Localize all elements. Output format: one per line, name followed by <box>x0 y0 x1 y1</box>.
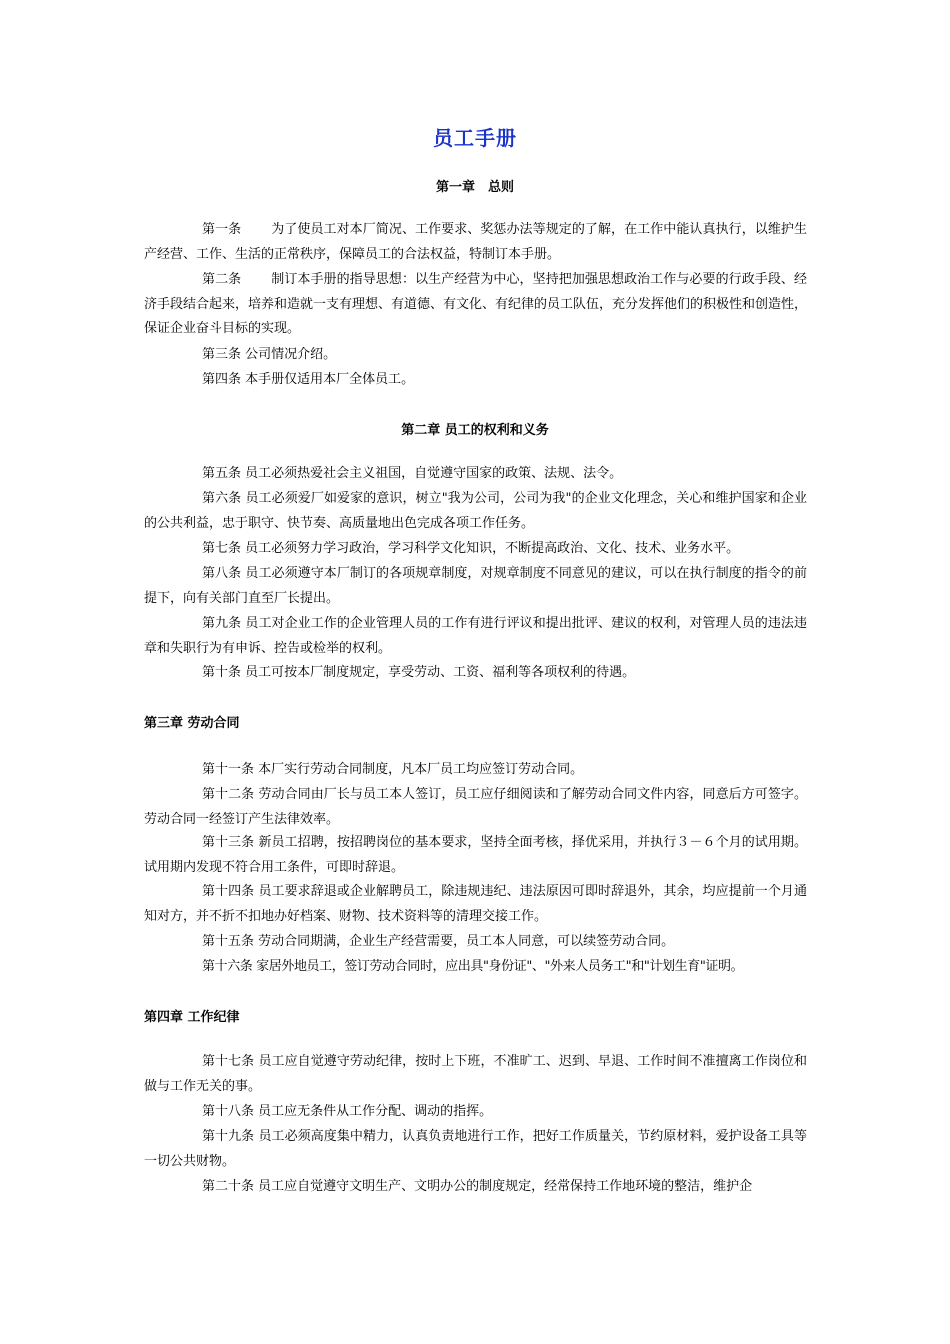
article-text: 员工必须爱厂如爱家的意识，树立"我为公司，公司为我"的企业文化理念，关心和维护国家和企业的公共利益，忠于职守、快节奏、高质量地出色完成各项工作任务。 <box>144 491 807 531</box>
article-text: 员工应自觉遵守文明生产、文明办公的制度规定，经常保持工作地环境的整洁，维护企 <box>258 1179 753 1194</box>
article-number: 第十三条 <box>202 835 255 850</box>
chapter-heading: 第一章 总则 <box>435 180 514 195</box>
article-text: 员工必须遵守本厂制订的各项规章制度，对规章制度不同意见的建议，可以在执行制度的指令的前提下，向有关部门直至厂长提出。 <box>144 566 807 606</box>
article-number: 第十条 <box>202 665 242 680</box>
article-text: 员工必须高度集中精力，认真负责地进行工作，把好工作质量关，节约原材料，爱护设备工具等一切公共财物。 <box>144 1129 807 1169</box>
article-text: 员工必须努力学习政治，学习科学文化知识，不断提高政治、文化、技术、业务水平。 <box>245 541 740 556</box>
article-number: 第四条 <box>202 372 242 387</box>
article <box>144 880 807 929</box>
article <box>144 562 807 611</box>
article-number: 第十六条 <box>202 959 253 974</box>
article <box>144 831 807 880</box>
article-text: 员工必须热爱社会主义祖国，自觉遵守国家的政策、法规、法令。 <box>245 466 623 481</box>
chapter-heading: 第四章 工作纪律 <box>144 1010 240 1025</box>
article-text: 劳动合同期满，企业生产经营需要，员工本人同意，可以续签劳动合同。 <box>258 934 675 949</box>
article-number: 第三条 <box>202 347 242 362</box>
chapter-heading: 第二章 员工的权利和义务 <box>401 423 549 438</box>
article-text: 制订本手册的指导思想：以生产经营为中心，坚持把加强思想政治工作与必要的行政手段、经济手段结合起来，培养和造就一支有理想、有道德、有文化、有纪律的员工队伍，充分发挥他们的积极性和创造性，保证企业奋斗目标的实现。 <box>144 272 808 337</box>
article-number: 第十七条 <box>202 1054 255 1069</box>
article-text: 员工应自觉遵守劳动纪律，按时上下班，不准旷工、迟到、早退、工作时间不准擅离工作岗位和做与工作无关的事。 <box>144 1054 807 1094</box>
article-number: 第十九条 <box>202 1129 255 1144</box>
article <box>144 487 807 536</box>
article-number: 第五条 <box>202 466 242 481</box>
article-text: 员工要求辞退或企业解聘员工，除违规违纪、违法原因可即时辞退外，其余，均应提前一个月通知对方，并不折不扣地办好档案、财物、技术资料等的清理交接工作。 <box>144 884 807 924</box>
article <box>144 1100 807 1125</box>
article-number: 第七条 <box>202 541 242 556</box>
article-number: 第六条 <box>202 491 242 506</box>
article <box>144 1050 807 1099</box>
article-text: 家居外地员工，签订劳动合同时，应出具"身份证"、"外来人员务工"和"计划生育"证明。 <box>256 959 744 974</box>
article <box>144 268 807 342</box>
article-number: 第十一条 <box>202 762 255 777</box>
article <box>144 930 807 955</box>
article <box>144 783 807 832</box>
article <box>144 1125 807 1174</box>
document-title: 员工手册 <box>433 126 517 150</box>
chapter-heading: 第三章 劳动合同 <box>144 716 240 731</box>
article-number: 第十五条 <box>202 934 255 949</box>
article <box>144 368 807 393</box>
article-number: 第十四条 <box>202 884 255 899</box>
article-text: 本手册仅适用本厂全体员工。 <box>245 372 415 387</box>
article-number: 第九条 <box>202 616 242 631</box>
article-text: 为了使员工对本厂简况、工作要求、奖惩办法等规定的了解，在工作中能认真执行，以维护生产经营、工作、生活的正常秩序，保障员工的合法权益，特制订本手册。 <box>144 222 807 262</box>
article-text: 劳动合同由厂长与员工本人签订，员工应仔细阅读和了解劳动合同文件内容，同意后方可签字。劳动合同一经签订产生法律效率。 <box>144 787 807 827</box>
article-number: 第八条 <box>202 566 242 581</box>
article <box>144 462 807 487</box>
article-text: 公司情况介绍。 <box>245 347 337 362</box>
article <box>144 537 807 562</box>
article <box>144 955 807 980</box>
article <box>144 758 807 783</box>
article-text: 本厂实行劳动合同制度，凡本厂员工均应签订劳动合同。 <box>258 762 584 777</box>
article <box>144 1175 807 1200</box>
article-number: 第二条 <box>202 272 242 287</box>
article-text: 员工应无条件从工作分配、调动的指挥。 <box>258 1104 493 1119</box>
article-number: 第十二条 <box>202 787 255 802</box>
article-number: 第十八条 <box>202 1104 255 1119</box>
article-text: 员工可按本厂制度规定，享受劳动、工资、福利等各项权利的待遇。 <box>245 665 636 680</box>
article <box>144 612 807 661</box>
article-text: 新员工招聘，按招聘岗位的基本要求，坚持全面考核，择优采用，并执行３－６个月的试用期。试用期内发现不符合用工条件，可即时辞退。 <box>144 835 807 875</box>
article-text: 员工对企业工作的企业管理人员的工作有进行评议和提出批评、建议的权利，对管理人员的违法违章和失职行为有申诉、控告或检举的权利。 <box>144 616 807 656</box>
article-number: 第一条 <box>202 222 242 237</box>
article <box>144 661 807 686</box>
article <box>144 218 807 267</box>
article <box>144 343 807 368</box>
article-number: 第二十条 <box>202 1179 255 1194</box>
